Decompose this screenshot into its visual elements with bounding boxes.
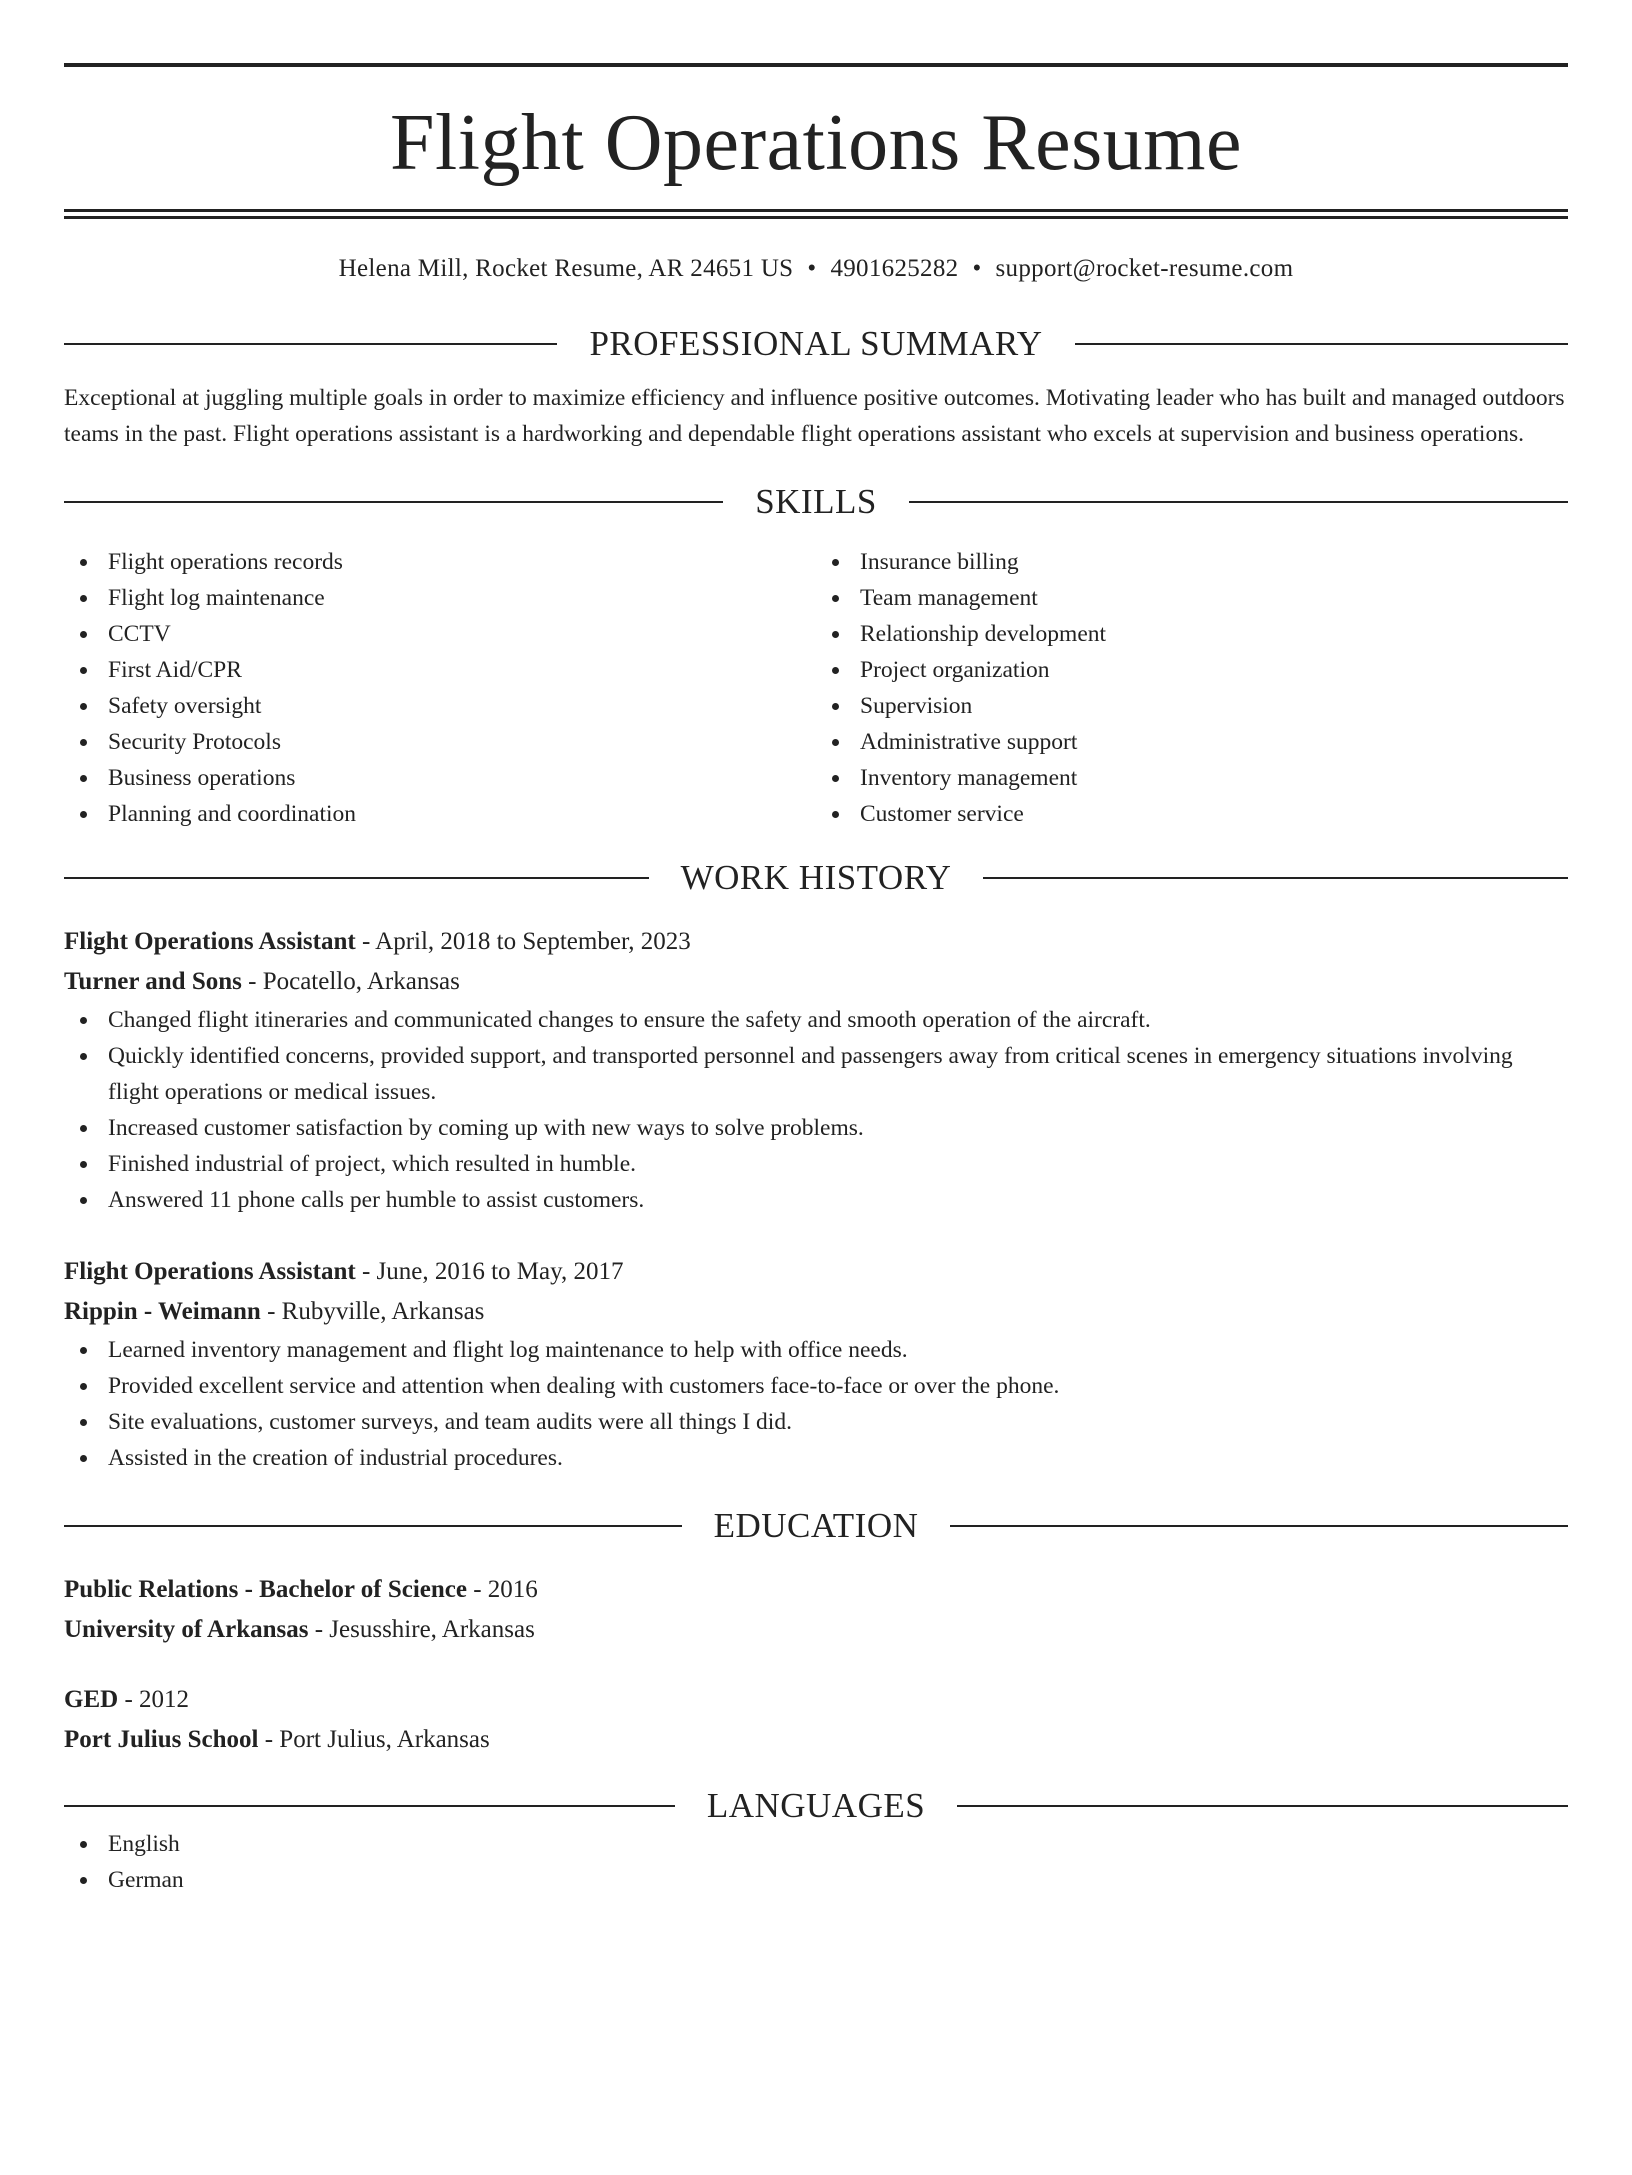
skill-item: CCTV <box>64 616 816 652</box>
work-heading: WORK HISTORY <box>680 858 952 897</box>
section-rule <box>909 501 1568 503</box>
education-degree-line <box>64 1570 1568 1610</box>
job-title: Flight Operations Assistant <box>64 1258 356 1285</box>
contact-address: Helena Mill, Rocket Resume, AR 24651 US <box>338 255 794 282</box>
job-bullet: Quickly identified concerns, provided support, and transported personnel and passengers away from critical scenes in emergency situations involving flight operations or medical issues. <box>64 1038 1568 1110</box>
section-rule <box>64 877 649 879</box>
skills-column-left <box>64 544 816 832</box>
education-year: - 2016 <box>466 1576 538 1603</box>
contact-separator: • <box>972 255 982 282</box>
job-title-line <box>64 922 1568 962</box>
summary-heading: PROFESSIONAL SUMMARY <box>589 324 1043 363</box>
skill-item: Flight log maintenance <box>64 580 816 616</box>
job-entry <box>64 1252 1568 1476</box>
skills-column-right <box>816 544 1568 832</box>
education-location: - Jesusshire, Arkansas <box>308 1616 535 1643</box>
skill-item: Inventory management <box>816 760 1568 796</box>
summary-section-header <box>64 324 1568 364</box>
document-title: Flight Operations Resume <box>390 99 1242 187</box>
education-school-line <box>64 1610 1568 1650</box>
skill-item: Customer service <box>816 796 1568 832</box>
skill-item: Supervision <box>816 688 1568 724</box>
skills-section-header <box>64 482 1568 522</box>
job-bullet: Site evaluations, customer surveys, and team audits were all things I did. <box>64 1404 1568 1440</box>
job-location: - Rubyville, Arkansas <box>260 1298 485 1325</box>
skill-item: Relationship development <box>816 616 1568 652</box>
job-bullets <box>64 1002 1568 1218</box>
skill-item: Flight operations records <box>64 544 816 580</box>
education-degree-line <box>64 1680 1568 1720</box>
skills-grid <box>64 544 1568 832</box>
skill-item: Administrative support <box>816 724 1568 760</box>
education-school: University of Arkansas <box>64 1616 309 1643</box>
contact-phone: 4901625282 <box>830 255 959 282</box>
section-rule <box>64 343 557 345</box>
skill-item: Business operations <box>64 760 816 796</box>
skill-item: Planning and coordination <box>64 796 816 832</box>
resume-page <box>0 63 1632 2175</box>
job-company-line <box>64 962 1568 1002</box>
summary-text: Exceptional at juggling multiple goals in order to maximize efficiency and influence positive outcomes. Motivating leader who has built and managed outdoors teams in the past. Flight operations assistant is a hardworking and dependable flight operations assistant who excels at supervision and business operations. <box>64 385 1565 447</box>
contact-separator: • <box>807 255 817 282</box>
job-title: Flight Operations Assistant <box>64 928 356 955</box>
job-company: Rippin - Weimann <box>64 1298 261 1325</box>
title-double-rule <box>64 209 1568 219</box>
section-rule <box>957 1805 1568 1807</box>
languages-list <box>64 1826 1568 1898</box>
skills-list-left <box>64 544 816 832</box>
job-company-line <box>64 1292 1568 1332</box>
job-bullet: Changed flight itineraries and communicated changes to ensure the safety and smooth operation of the aircraft. <box>64 1002 1568 1038</box>
section-rule <box>983 877 1568 879</box>
section-rule <box>1075 343 1568 345</box>
education-year: - 2012 <box>118 1686 190 1713</box>
education-entry <box>64 1680 1568 1760</box>
language-item: German <box>64 1862 1568 1898</box>
education-school: Port Julius School <box>64 1726 259 1753</box>
contact-email: support@rocket-resume.com <box>995 255 1294 282</box>
work-section-header <box>64 858 1568 898</box>
job-bullet: Increased customer satisfaction by coming up with new ways to solve problems. <box>64 1110 1568 1146</box>
language-item: English <box>64 1826 1568 1862</box>
job-title-line <box>64 1252 1568 1292</box>
languages-section-header <box>64 1786 1568 1826</box>
education-heading: EDUCATION <box>713 1506 919 1545</box>
skill-item: Team management <box>816 580 1568 616</box>
contact-line <box>64 253 1568 285</box>
skills-list-right <box>816 544 1568 832</box>
job-bullet: Answered 11 phone calls per humble to assist customers. <box>64 1182 1568 1218</box>
section-rule <box>64 1525 682 1527</box>
job-bullet: Finished industrial of project, which resulted in humble. <box>64 1146 1568 1182</box>
education-entry <box>64 1570 1568 1650</box>
skill-item: Insurance billing <box>816 544 1568 580</box>
section-rule <box>64 1805 675 1807</box>
languages-heading: LANGUAGES <box>706 1786 926 1825</box>
job-bullet: Provided excellent service and attention when dealing with customers face-to-face or over the phone. <box>64 1368 1568 1404</box>
section-rule <box>64 501 723 503</box>
skill-item: Project organization <box>816 652 1568 688</box>
education-degree: Public Relations - Bachelor of Science <box>64 1576 467 1603</box>
job-company: Turner and Sons <box>64 968 242 995</box>
education-degree: GED <box>64 1686 119 1713</box>
job-bullet: Assisted in the creation of industrial procedures. <box>64 1440 1568 1476</box>
education-location: - Port Julius, Arkansas <box>258 1726 490 1753</box>
top-rule <box>64 63 1568 67</box>
skill-item: Security Protocols <box>64 724 816 760</box>
job-entry <box>64 922 1568 1218</box>
job-dates: - June, 2016 to May, 2017 <box>355 1258 624 1285</box>
education-school-line <box>64 1720 1568 1760</box>
job-location: - Pocatello, Arkansas <box>241 968 460 995</box>
section-rule <box>950 1525 1568 1527</box>
job-bullets <box>64 1332 1568 1476</box>
education-section-header <box>64 1506 1568 1546</box>
job-dates: - April, 2018 to September, 2023 <box>355 928 691 955</box>
skills-heading: SKILLS <box>755 482 877 521</box>
skill-item: Safety oversight <box>64 688 816 724</box>
skill-item: First Aid/CPR <box>64 652 816 688</box>
job-bullet: Learned inventory management and flight log maintenance to help with office needs. <box>64 1332 1568 1368</box>
